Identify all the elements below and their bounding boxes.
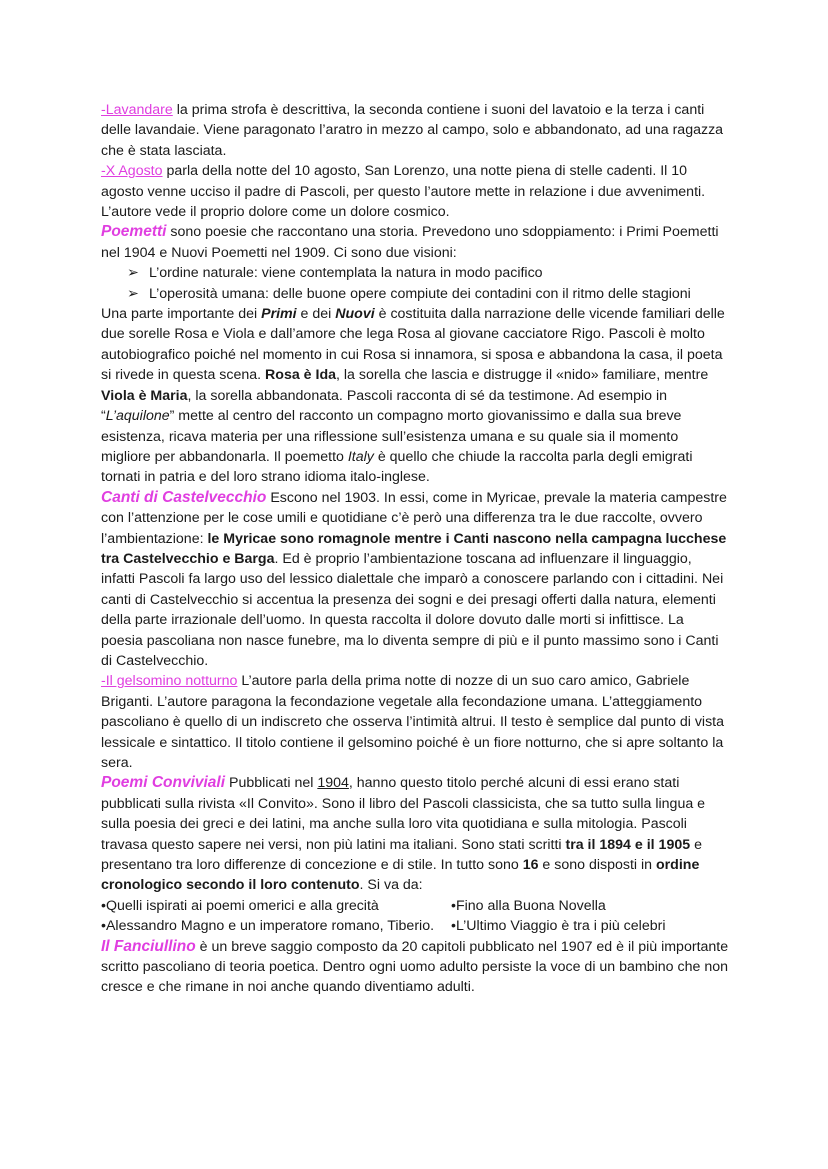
section-heading-conviviali: Poemi Conviviali [101, 774, 226, 792]
title-italy: Italy [347, 448, 374, 465]
title-aquilone: L’aquilone [105, 408, 170, 425]
list-item: ➢ L’ordine naturale: viene contemplata la natura in modo pacifico [127, 263, 729, 283]
document-page [101, 100, 729, 998]
emphasis-primi: Primi [261, 306, 297, 323]
conviviali-list-row [101, 896, 729, 916]
list-item: ➢ L’operosità umana: delle buone opere compiute dei contadini con il ritmo delle stagioni [127, 284, 729, 304]
list-item: •L’Ultimo Viaggio è tra i più celebri [451, 918, 666, 935]
emphasis-ambientazione: le Myricae sono romagnole mentre i Canti nascono nella campagna lucchese tra Castelvecchio e Barga [101, 530, 727, 567]
emphasis-years: tra il 1894 e il 1905 [565, 836, 691, 853]
paragraph-gelsomino: -Il gelsomino notturno L’autore parla della prima notte di nozze di un suo caro amico, Gabriele Briganti. L’autore paragona la fecondazione vegetale alla fecondazione umana. L’atteggiamento pascoliano è quello di un indiscreto che osserva l’intimità altrui. Il testo è semplice dal punto di vista lessicale e sintattico. Il titolo contiene il gelsomino poiché è un fiore notturno, che si apre soltanto la sera. [101, 673, 725, 771]
paragraph-poemetti [101, 222, 729, 263]
list-item: •Alessandro Magno e un imperatore romano, Tiberio. [101, 918, 435, 935]
emphasis-rosa-ida: Rosa è Ida [265, 367, 337, 384]
list-item: •Fino alla Buona Novella [451, 897, 606, 914]
poemetti-text: sono poesie che raccontano una storia. Prevedono uno sdoppiamento: i Primi Poemetti nel 1904 e Nuovi Poemetti nel 1909. Ci sono due visioni: [101, 224, 719, 261]
arrow-bullet-icon: ➢ [127, 265, 139, 282]
paragraph-canti: Canti di Castelvecchio Escono nel 1903. In essi, come in Myricae, prevale la materia campestre con l’attenzione per le cose umili e quotidiane c’è però una differenza tra le due raccolte, ovvero l’ambientazione: le Myricae sono romagnole mentre i Canti nascono nella campagna lucchese tra Castelvecchio e Barga. Ed è proprio l’ambientazione toscana ad influenzare il linguaggio, infatti Pascoli fa largo uso del lessico dialettale che imparò a conoscere parlando con i cittadini. Nei canti di Castelvecchio si accentua la presenza dei sogni e dei presagi offerti dalla natura, elementi della parte irrazionale dell’uomo. In questa raccolta il dolore dovuto dalle morti si infittisce. La poesia pascoliana non nasce funebre, ma lo diventa sempre di più e il punto massimo sono i Canti di Castelvecchio. [101, 488, 727, 669]
arrow-bullet-icon: ➢ [127, 285, 139, 302]
section-heading-canti: Canti di Castelvecchio [101, 488, 267, 506]
paragraph-x-agosto [101, 161, 729, 222]
paragraph-lavandare [101, 100, 729, 161]
emphasis-viola-maria: Viola è Maria [101, 387, 188, 404]
paragraph-conviviali: Poemi Conviviali Pubblicati nel 1904, hanno questo titolo perché alcuni di essi erano stati pubblicati sulla rivista «Il Convito». Sono il libro del Pascoli classicista, che sa tutto sulla lingua e sulla poesia dei greci e dei latini, ma anche sulla loro vita quotidiana e sulla mitologia. Pascoli travasa questo sapere nei versi, non più latini ma italiani. Sono stati scritti tra il 1894 e il 1905 e presentano tra loro differenze di concezione e di stile. In tutto sono 16 e sono disposti in ordine cronologico secondo il loro contenuto. Si va da: [101, 774, 706, 894]
section-heading-fanciullino: Il Fanciullino [101, 937, 196, 955]
poem-title-lavandare: -Lavandare [101, 102, 173, 118]
section-heading-poemetti: Poemetti [101, 223, 167, 241]
poem-title-x-agosto: -X Agosto [101, 163, 163, 180]
x-agosto-text: parla della notte del 10 agosto, San Lorenzo, una notte piena di stelle cadenti. Il 10 agosto venne ucciso il padre di Pascoli, per questo l’autore mette in relazione i due avvenimenti. L’autore vede il proprio dolore come un dolore cosmico. [101, 163, 706, 221]
paragraph-poemetti-detail: Una parte importante dei Primi e dei Nuovi è costituita dalla narrazione delle vicende familiari delle due sorelle Rosa e Viola e dall’amore che lega Rosa al giovane cacciatore Rigo. Pascoli è molto autobiografico poiché nel momento in cui Rosa si innamora, si sposa e abbandona la casa, il poeta si rivede in questa scena. Rosa è Ida, la sorella che lascia e distrugge il «nido» familiare, mentre Viola è Maria, la sorella abbandonata. Pascoli racconta di sé da testimone. Ad esempio in “L’aquilone” mette al centro del racconto un compagno morto giovanissimo e dalla sua breve esistenza, ricava materia per una riflessione sull’esistenza umana e su quale sia il momento migliore per abbandonarla. Il poemetto Italy è quello che chiude la raccolta parla degli emigrati tornati in patria e del loro strano idioma italo-inglese. [101, 306, 725, 486]
conviviali-list-row [101, 916, 729, 936]
paragraph-fanciullino: Il Fanciullino è un breve saggio composto da 20 capitoli pubblicato nel 1907 ed è il più importante scritto pascoliano di teoria poetica. Dentro ogni uomo adulto persiste la voce di un bambino che non cresce e che rimane in noi anche quando diventiamo adulti. [101, 937, 729, 996]
lavandare-text: la prima strofa è descrittiva, la seconda contiene i suoni del lavatoio e la terza i canti delle lavandaie. Viene paragonato l’aratro in mezzo al campo, solo e abbandonato, ad una ragazza che è stata lasciata. [101, 102, 724, 159]
poem-title-gelsomino: -Il gelsomino notturno [101, 673, 238, 690]
poemetti-visions-list [101, 263, 729, 304]
emphasis-order: ordine cronologico secondo il loro contenuto [101, 857, 700, 894]
emphasis-nuovi: Nuovi [335, 306, 375, 323]
year-1904: 1904 [317, 775, 349, 792]
list-item: •Quelli ispirati ai poemi omerici e alla grecità [101, 897, 379, 914]
emphasis-count: 16 [522, 857, 539, 874]
